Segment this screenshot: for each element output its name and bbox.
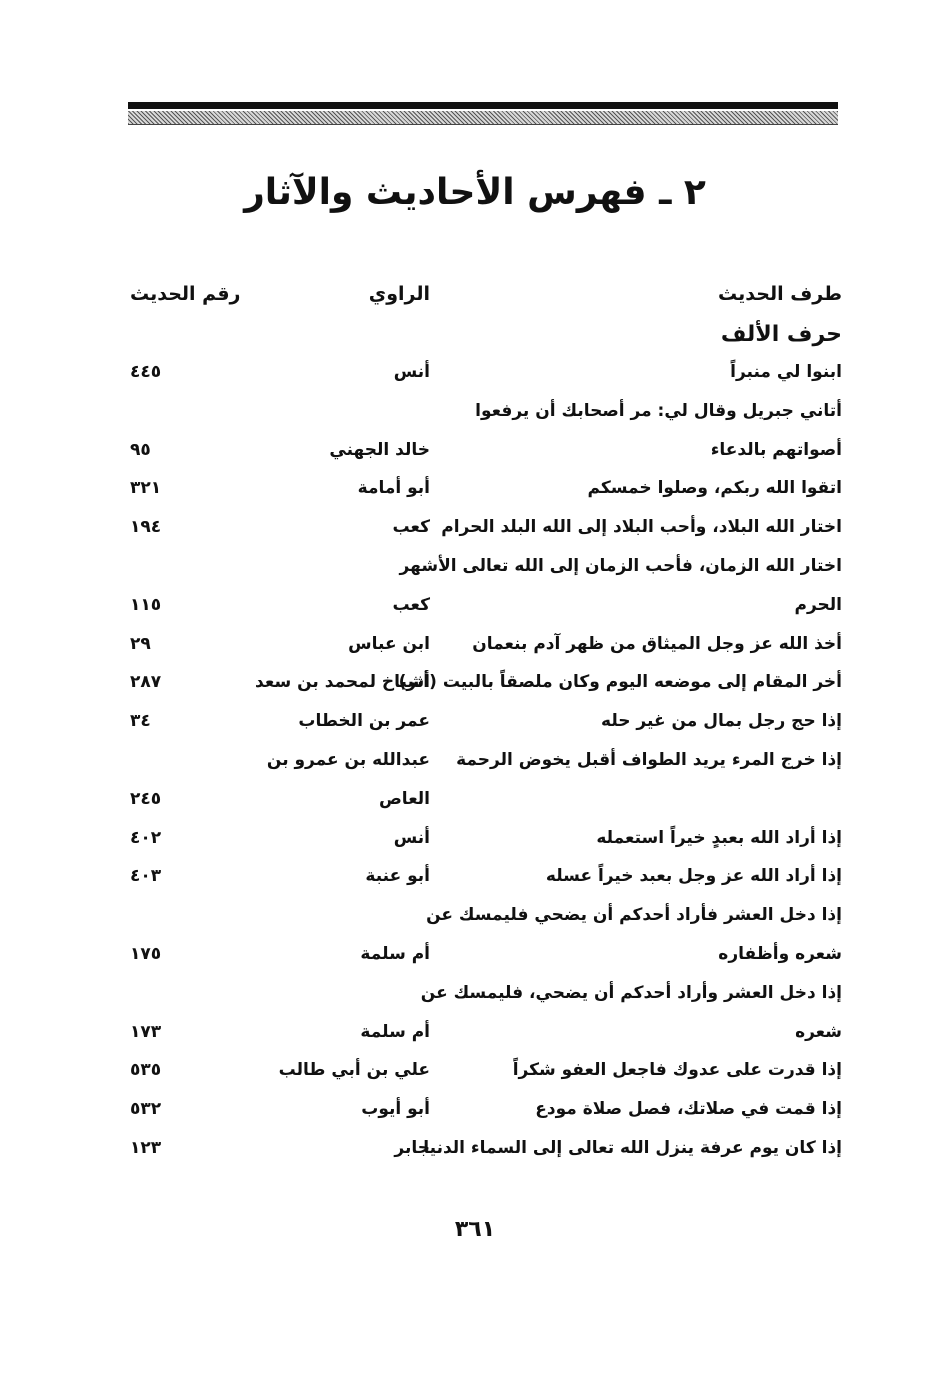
index-row: [0, 1054, 950, 1093]
hadith-text: إذا خرج المرء يريد الطواف أقبل يخوض الرحمة: [456, 749, 842, 770]
index-row: [0, 783, 950, 822]
hadith-text: إذا دخل العشر وأراد أحدكم أن يضحي، فليمسك عن: [420, 982, 842, 1003]
hadith-text: أخذ الله عز وجل الميثاق من ظهر آدم بنعمان: [472, 633, 842, 654]
hadith-text: إذا دخل العشر فأراد أحدكم أن يضحي فليمسك عن: [426, 905, 842, 926]
hadith-number: ٣٤: [130, 711, 151, 732]
narrator: عمر بن الخطاب: [298, 711, 430, 732]
index-row: [0, 899, 950, 938]
index-row: [0, 434, 950, 473]
index-row: [0, 977, 950, 1016]
hadith-number: ٥٣٥: [130, 1060, 162, 1081]
hadith-number: ٣٢١: [130, 478, 162, 499]
hadith-text: إذا قدرت على عدوك فاجعل العفو شكراً: [512, 1060, 842, 1081]
narrator: جابر: [394, 1137, 430, 1158]
index-row: [0, 356, 950, 395]
header-narrator: الراوي: [368, 283, 430, 305]
hadith-text: إذا حج رجل بمال من غير حله: [601, 711, 842, 732]
index-row: [0, 822, 950, 861]
hadith-text: إذا أراد الله بعبدٍ خيراً استعمله: [596, 827, 842, 848]
header-number: رقم الحديث: [130, 283, 241, 305]
narrator: ابن عباس: [348, 633, 430, 654]
hadith-number: ٤٠٢: [130, 827, 162, 848]
index-row: [0, 744, 950, 783]
narrator: أبو أيوب: [361, 1099, 430, 1120]
hadith-text: شعره: [795, 1021, 842, 1042]
column-headers: [0, 283, 950, 313]
hadith-text: إذا كان يوم عرفة ينزل الله تعالى إلى السماء الدنيا: [423, 1137, 842, 1158]
hadith-number: ٢٩: [130, 633, 151, 654]
narrator: أم سلمة: [360, 1021, 430, 1042]
index-row: [0, 511, 950, 550]
hadith-text: إذا قمت في صلاتك، فصل صلاة مودع: [535, 1099, 842, 1120]
hadith-number: ١٧٥: [130, 943, 162, 964]
hadith-text: اختار الله الزمان، فأحب الزمان إلى الله تعالى الأشهر: [399, 555, 842, 576]
index-rows: [0, 356, 950, 1171]
narrator: كعب: [392, 594, 430, 615]
hadith-number: ٥٣٢: [130, 1099, 162, 1120]
index-row: [0, 589, 950, 628]
narrator: أنس: [393, 362, 430, 382]
hadith-text: شعره وأظفاره: [718, 943, 842, 964]
header-hadith: طرف الحديث: [718, 283, 842, 305]
index-row: [0, 938, 950, 977]
page-title: ٢ ـ فهرس الأحاديث والآثار: [244, 172, 706, 213]
index-row: [0, 860, 950, 899]
hadith-text: ابنوا لي منبراً: [730, 362, 842, 382]
hadith-text: إذا أراد الله عز وجل بعبد خيراً عسله: [545, 866, 842, 887]
section-heading: حرف الألف: [720, 322, 842, 347]
hadith-text: الحرم: [794, 594, 842, 615]
narrator: أشياخ لمحمد بن سعد: [255, 672, 430, 693]
hadith-text: اختار الله البلاد، وأحب البلاد إلى الله البلد الحرام: [441, 517, 842, 538]
hadith-number: ٤٠٣: [130, 866, 162, 887]
index-row: [0, 628, 950, 667]
narrator: كعب: [392, 517, 430, 538]
hadith-text: أصواتهم بالدعاء: [710, 439, 842, 460]
narrator: علي بن أبي طالب: [278, 1060, 430, 1081]
hadith-number: ١٩٤: [130, 517, 162, 538]
page-number: ٣٦١: [454, 1217, 496, 1242]
index-row: [0, 666, 950, 705]
index-row: [0, 1016, 950, 1055]
top-rule-hatched: [128, 111, 838, 125]
narrator: أبو عنبة: [365, 866, 430, 887]
narrator: أم سلمة: [360, 943, 430, 964]
index-row: [0, 705, 950, 744]
hadith-text: أخر المقام إلى موضعه اليوم وكان ملصقاً بالبيت (أثر): [398, 672, 842, 693]
index-row: [0, 550, 950, 589]
index-row: [0, 1093, 950, 1132]
hadith-text: اتقوا الله ربكم، وصلوا خمسكم: [587, 478, 842, 499]
narrator: العاص: [378, 788, 430, 809]
narrator: خالد الجهني: [329, 439, 430, 460]
hadith-number: ٢٤٥: [130, 788, 162, 809]
narrator: عبدالله بن عمرو بن: [266, 749, 430, 770]
hadith-number: ١٧٣: [130, 1021, 162, 1042]
hadith-text: أتاني جبريل وقال لي: مر أصحابك أن يرفعوا: [475, 400, 842, 421]
index-row: [0, 395, 950, 434]
narrator: أنس: [393, 827, 430, 848]
top-rule: [128, 102, 838, 109]
index-row: [0, 1132, 950, 1171]
hadith-number: ٩٥: [130, 439, 151, 460]
hadith-number: ٢٨٧: [130, 672, 162, 693]
hadith-number: ٤٤٥: [130, 362, 162, 382]
narrator: أبو أمامة: [357, 478, 430, 499]
hadith-number: ١١٥: [130, 594, 162, 615]
hadith-number: ١٢٣: [130, 1137, 162, 1158]
index-row: [0, 472, 950, 511]
